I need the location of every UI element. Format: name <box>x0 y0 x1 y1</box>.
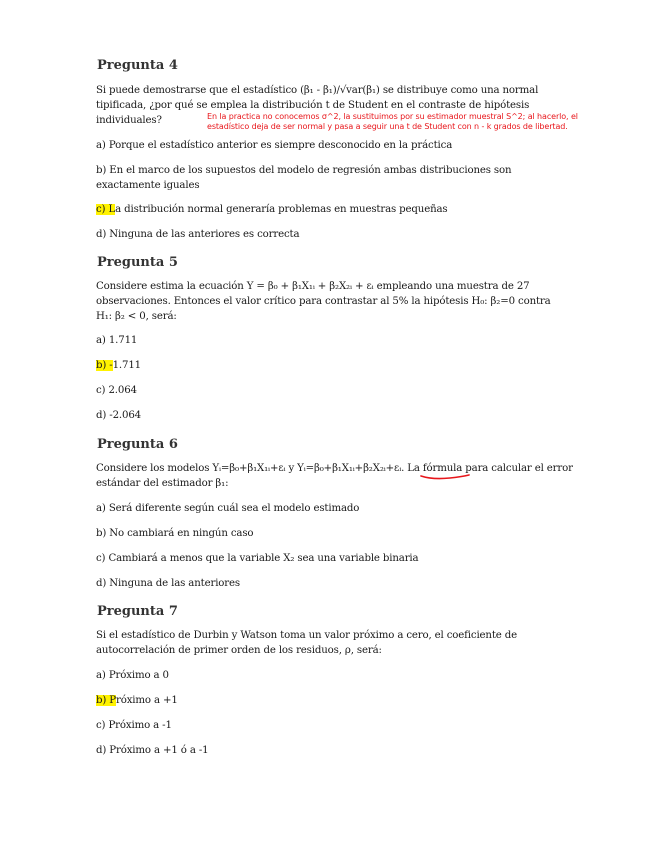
question-4-stem-line-2: tipificada, ¿por qué se emplea la distribución t de Student en el contraste de hipótesis <box>96 100 530 111</box>
question-7-option-b <box>96 694 178 707</box>
question-7-option-c: c) Próximo a -1 <box>96 720 172 731</box>
question-4-option-b-line-1: b) En el marco de los supuestos del modelo de regresión ambas distribuciones son <box>96 165 512 176</box>
question-6-stem-text: Considere los modelos Yᵢ=β₀+β₁X₁ᵢ+εᵢ y Yᵢ=β₀+β₁X₁ᵢ+β₂X₂ᵢ+εᵢ. La <box>96 463 423 474</box>
question-6-stem-line-2: estándar del estimador β₁: <box>96 478 229 489</box>
question-5-stem <box>96 279 596 324</box>
question-5-option-b-text: 1.711 <box>112 360 141 371</box>
question-6-stem-text-end: para calcular el error <box>462 463 573 474</box>
question-6-option-c: c) Cambiará a menos que la variable X₂ sea una variable binaria <box>96 553 419 564</box>
question-4-option-a: a) Porque el estadístico anterior es siempre desconocido en la práctica <box>96 140 453 151</box>
question-6-option-d: d) Ninguna de las anteriores <box>96 578 240 589</box>
question-6-option-b: b) No cambiará en ningún caso <box>96 528 254 539</box>
question-5-title: Pregunta 5 <box>97 255 178 270</box>
question-4-option-b <box>96 163 511 193</box>
question-4-stem-line-1: Si puede demostrarse que el estadístico (β₁ - β₁)/√var(β₁) se distribuye como una normal <box>96 85 539 96</box>
question-7-stem-line-1: Si el estadístico de Durbin y Watson toma un valor próximo a cero, el coeficiente de <box>96 630 517 641</box>
question-6-option-a: a) Será diferente según cuál sea el modelo estimado <box>96 503 360 514</box>
question-6-stem-line-1 <box>96 461 596 476</box>
question-5-option-d: d) -2.064 <box>96 410 141 421</box>
handwritten-answer-note: En la practica no conocemos σ^2, la sustituimos por su estimador muestral S^2; al hacerlo, el estadístico deja de ser normal y pasa a seguir una t de Student con n - k grados de libertad. <box>207 112 578 131</box>
question-4-option-c <box>96 203 448 216</box>
question-5-stem-line-2: observaciones. Entonces el valor crítico para contrastar al 5% la hipótesis H₀: β₂=0 contra <box>96 296 551 307</box>
formula-word: fórmula <box>422 463 463 474</box>
red-underlined-word <box>423 461 462 476</box>
question-5-option-a: a) 1.711 <box>96 335 138 346</box>
question-7-option-d: d) Próximo a +1 ó a -1 <box>96 745 209 756</box>
red-squiggle-underline-icon <box>420 474 470 480</box>
question-7-stem-line-2: autocorrelación de primer orden de los residuos, ρ, será: <box>96 645 382 656</box>
question-5-option-c: c) 2.064 <box>96 385 137 396</box>
question-6-stem <box>96 461 596 491</box>
question-4-option-d: d) Ninguna de las anteriores es correcta <box>96 229 300 240</box>
question-4-title: Pregunta 4 <box>97 58 178 73</box>
question-7-option-a: a) Próximo a 0 <box>96 670 169 681</box>
question-5-option-b <box>96 359 141 372</box>
question-4-option-b-line-2: exactamente iguales <box>96 180 200 191</box>
question-6-title: Pregunta 6 <box>97 437 178 452</box>
question-4-option-c-text: a distribución normal generaría problemas en muestras pequeñas <box>115 204 448 215</box>
answer-highlight: c) L <box>96 204 116 215</box>
question-5-stem-line-3: H₁: β₂ < 0, será: <box>96 311 177 322</box>
question-7-stem <box>96 628 596 658</box>
question-7-option-b-text: róximo a +1 <box>116 695 178 706</box>
answer-highlight: b) - <box>96 360 113 371</box>
question-5-stem-line-1: Considere estima la ecuación Y = β₀ + β₁X₁ᵢ + β₂X₂ᵢ + εᵢ empleando una muestra de 27 <box>96 281 530 292</box>
question-4-stem-line-3: individuales? <box>96 115 162 126</box>
answer-highlight: b) P <box>96 695 116 706</box>
question-7-title: Pregunta 7 <box>97 604 178 619</box>
